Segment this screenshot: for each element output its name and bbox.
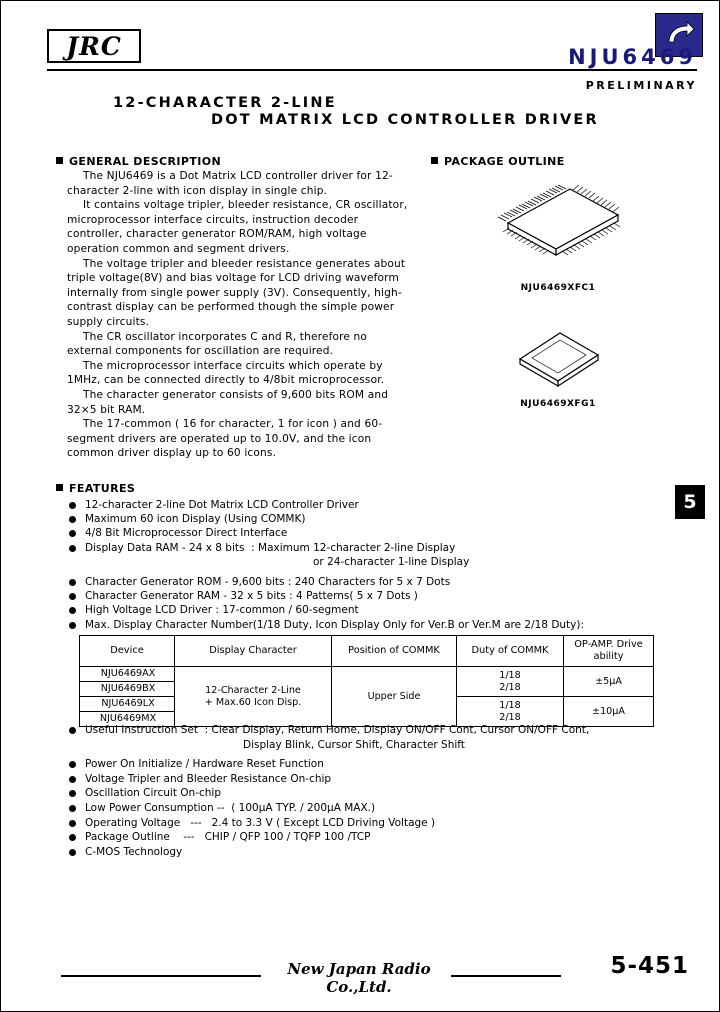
preliminary-label: PRELIMINARY: [585, 79, 697, 92]
bullet-icon: [69, 516, 76, 523]
package-drawing-qfp: [478, 171, 638, 281]
company-name: New Japan Radio Co.,Ltd.: [287, 960, 431, 996]
bullet-icon: [69, 622, 76, 629]
feature-item: Voltage Tripler and Bleeder Resistance On-chip: [67, 772, 687, 787]
feature-item: Maximum 60 icon Display (Using COMMK): [67, 512, 667, 526]
chapter-tab: 5: [675, 485, 705, 519]
opamp-cell: ±5μA: [564, 667, 654, 697]
bullet-icon: [69, 834, 76, 841]
table-header-cell: Display Character: [175, 636, 332, 667]
duty-value: 1/18: [499, 699, 521, 711]
features-list-top: [67, 498, 667, 632]
package-outline-body: [433, 171, 683, 409]
table-header-cell: Position of COMMK: [332, 636, 457, 667]
general-description-heading: GENERAL DESCRIPTION: [56, 155, 221, 168]
jrc-logo: [47, 29, 141, 63]
bullet-icon: [69, 790, 76, 797]
device-name: NJU6469BX: [80, 682, 175, 697]
feature-item: High Voltage LCD Driver : 17-common / 60-segment: [67, 603, 667, 617]
position-cell: Upper Side: [332, 667, 457, 727]
table-header-cell: OP-AMP. Drive ability: [564, 636, 654, 667]
bullet-icon: [69, 530, 76, 537]
feature-item: C-MOS Technology: [67, 845, 687, 860]
header-divider: [47, 69, 697, 71]
bullet-icon: [69, 761, 76, 768]
square-bullet-icon: [56, 484, 63, 491]
duty-value: 2/18: [499, 681, 521, 693]
bullet-icon: [69, 727, 76, 734]
feature-item: Operating Voltage --- 2.4 to 3.3 V ( Except LCD Driving Voltage ): [67, 816, 687, 831]
feature-item: Useful Instruction Set : Clear Display, Return Home, Display ON/OFF Cont, Cursor ON/OFF Cont,: [67, 723, 687, 738]
feature-item: Character Generator RAM - 32 x 5 bits : 4 Patterns( 5 x 7 Dots ): [67, 589, 667, 603]
page-title-line1: 12-CHARACTER 2-LINE: [113, 95, 337, 111]
table-header-cell: Device: [80, 636, 175, 667]
feature-item: 4/8 Bit Microprocessor Direct Interface: [67, 526, 667, 540]
device-name: NJU6469MX: [80, 712, 175, 727]
paragraph: The 17-common ( 16 for character, 1 for icon ) and 60-segment drivers are operated up to 10.0V, and the icon common driver display up to 60 icons.: [67, 418, 383, 460]
bullet-icon: [69, 776, 76, 783]
feature-item: Package Outline --- CHIP / QFP 100 / TQFP 100 /TCP: [67, 830, 687, 845]
device-table: [79, 635, 654, 727]
general-description-body: [67, 169, 412, 461]
footer-rule-left: [61, 975, 261, 977]
opamp-cell: ±10μA: [564, 697, 654, 727]
display-character-line1: 12-Character 2-Line: [205, 684, 301, 696]
bullet-icon: [69, 805, 76, 812]
bullet-icon: [69, 502, 76, 509]
paragraph: The CR oscillator incorporates C and R, therefore no external components for oscillation are required.: [67, 330, 368, 358]
duty-value: 1/18: [499, 669, 521, 681]
feature-item: Character Generator ROM - 9,600 bits : 240 Characters for 5 x 7 Dots: [67, 575, 667, 589]
features-heading: FEATURES: [56, 482, 135, 495]
logo-text: JRC: [66, 31, 122, 61]
feature-item: 12-character 2-line Dot Matrix LCD Controller Driver: [67, 498, 667, 512]
device-name: NJU6469AX: [80, 667, 175, 682]
paragraph: It contains voltage tripler, bleeder resistance, CR oscillator, microprocessor interface circuits, instruction decoder controller, character generator ROM/RAM, high voltage operation common and segment drivers.: [67, 199, 408, 255]
bullet-icon: [69, 849, 76, 856]
device-name: NJU6469LX: [80, 697, 175, 712]
package-label: NJU6469XFC1: [520, 283, 596, 293]
duty-cell: [457, 697, 564, 727]
duty-value: 2/18: [499, 711, 521, 723]
duty-cell: [457, 667, 564, 697]
feature-item: Oscillation Circuit On-chip: [67, 786, 687, 801]
display-character-cell: [175, 667, 332, 727]
display-character-line2: + Max.60 Icon Disp.: [204, 696, 302, 708]
bullet-icon: [69, 593, 76, 600]
feature-item: Display Data RAM - 24 x 8 bits : Maximum 12-character 2-line Display: [67, 541, 667, 555]
feature-item: Power On Initialize / Hardware Reset Function: [67, 757, 687, 772]
square-bullet-icon: [56, 157, 63, 164]
paragraph: The voltage tripler and bleeder resistance generates about triple voltage(8V) and bias voltage for LCD driving waveform internally from single power supply (3V). Consequently, high-contrast display can be performed though the simple power supply circuits.: [67, 257, 406, 328]
square-bullet-icon: [431, 157, 438, 164]
features-list-bottom: [67, 723, 687, 859]
feature-item: Max. Display Character Number(1/18 Duty, Icon Display Only for Ver.B or Ver.M are 2/18 Duty):: [67, 618, 667, 632]
package-label: NJU6469XFG1: [520, 399, 596, 409]
bullet-icon: [69, 545, 76, 552]
table-header-row: [80, 636, 654, 667]
part-number: NJU6469: [568, 45, 697, 69]
bullet-icon: [69, 607, 76, 614]
bullet-icon: [69, 579, 76, 586]
feature-item: Low Power Consumption -- ( 100μA TYP. / 200μA MAX.): [67, 801, 687, 816]
table-header-cell: Duty of COMMK: [457, 636, 564, 667]
page-number: 5-451: [610, 953, 689, 979]
package-outline-heading: PACKAGE OUTLINE: [431, 155, 565, 168]
page-title-line2: DOT MATRIX LCD CONTROLLER DRIVER: [211, 112, 599, 128]
feature-item-continuation: or 24-character 1-line Display: [313, 555, 470, 568]
package-drawing-tqfp: [498, 319, 618, 397]
paragraph: The microprocessor interface circuits which operate by 1MHz, can be connected directly to 4/8bit microprocessor.: [67, 359, 385, 387]
bullet-icon: [69, 820, 76, 827]
footer-rule-right: [451, 975, 561, 977]
feature-item-continuation: Display Blink, Cursor Shift, Character Shift: [243, 738, 465, 751]
table-row: [80, 667, 654, 682]
paragraph: The NJU6469 is a Dot Matrix LCD controller driver for 12-character 2-line with icon display in single chip.: [67, 170, 393, 197]
paragraph: The character generator consists of 9,600 bits ROM and 32×5 bit RAM.: [67, 388, 389, 416]
